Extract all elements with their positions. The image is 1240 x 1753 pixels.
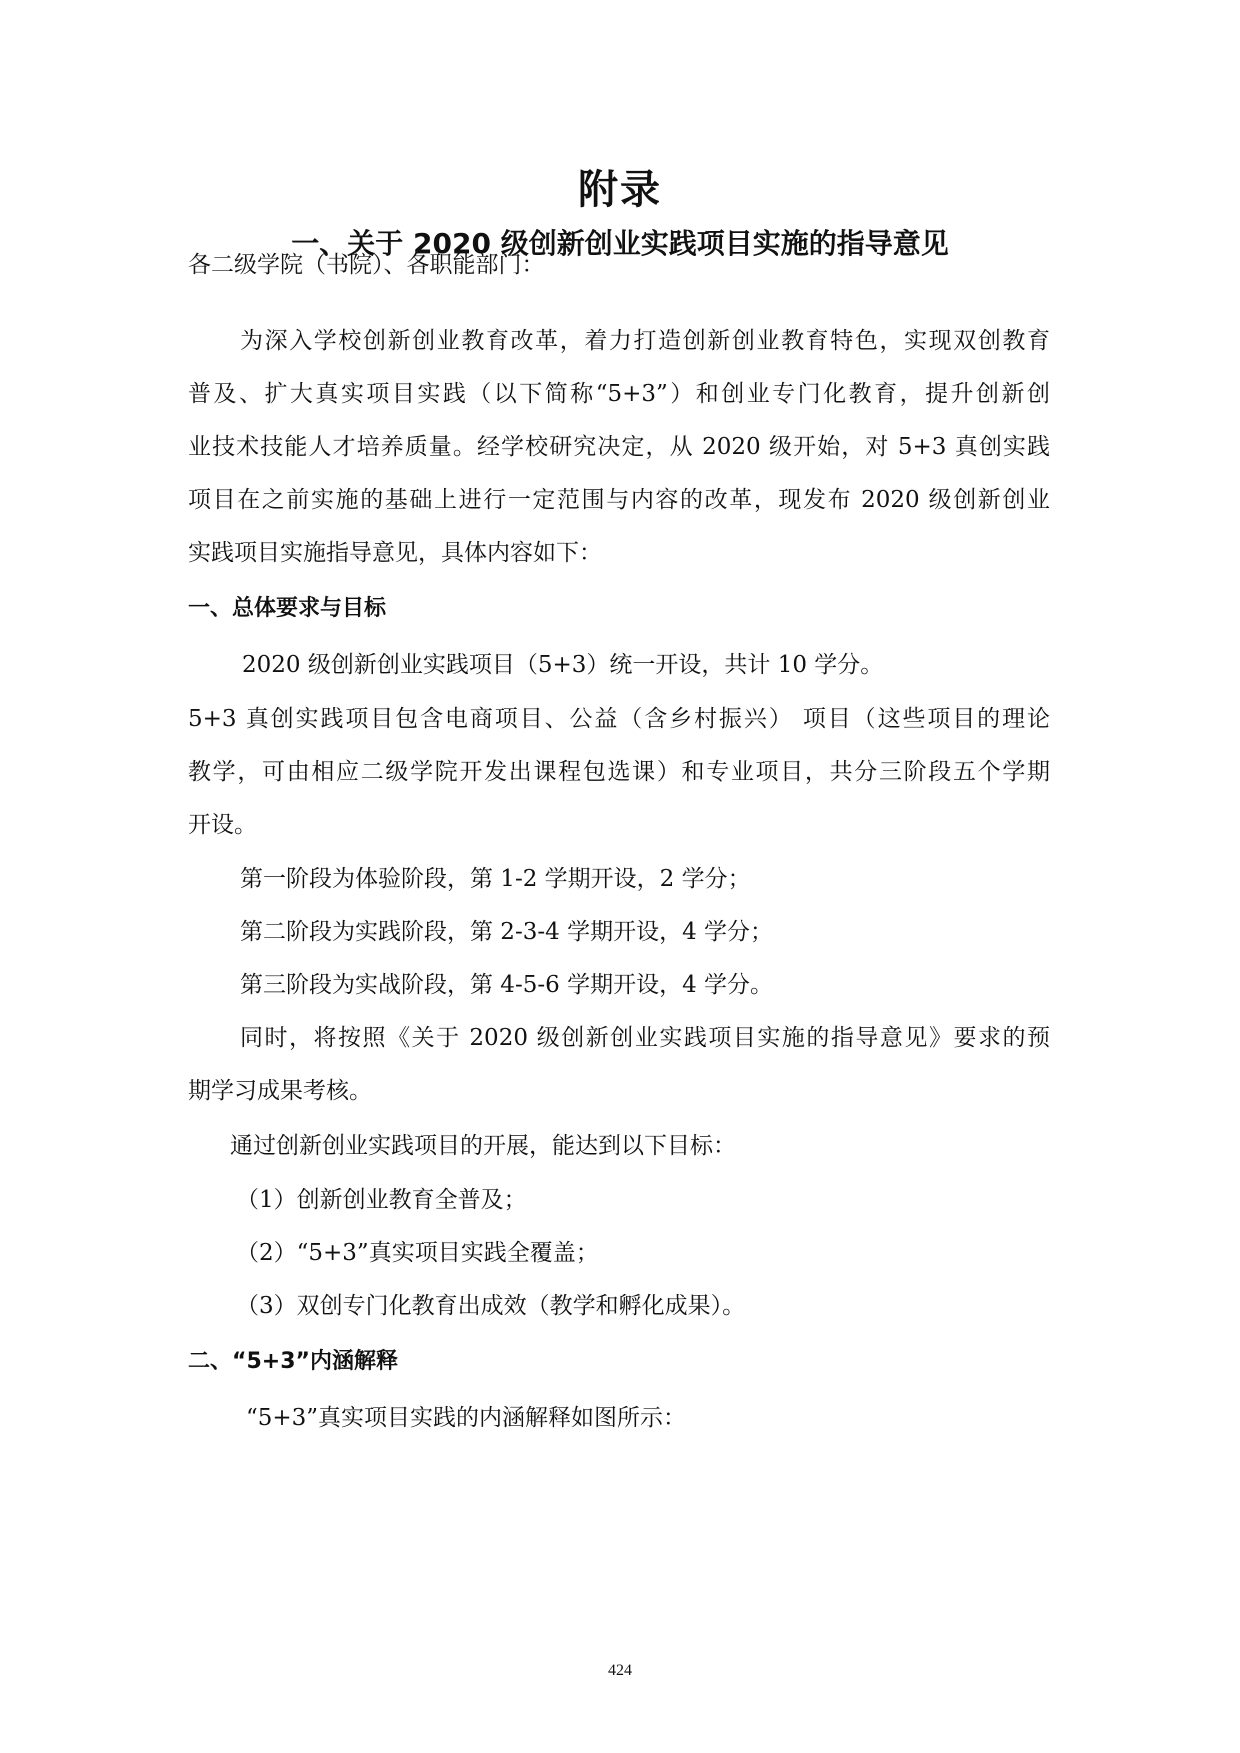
document-subtitle: 一、关于 2020 级创新创业实践项目实施的指导意见 xyxy=(291,227,949,260)
stage-item: 第三阶段为实战阶段，第 4-5-6 学期开设，4 学分。 xyxy=(240,972,774,998)
paragraph-line: 教学，可由相应二级学院开发出课程包选课）和专业项目，共分三阶段五个学期 xyxy=(188,759,1050,785)
intro-line: 为深入学校创新创业教育改革，着力打造创新创业教育特色，实现双创教育 xyxy=(240,328,1050,354)
intro-line: 普及、扩大真实项目实践（以下简称“5+3”）和创业专门化教育，提升创新创 xyxy=(188,381,1050,407)
section-heading: 一、总体要求与目标 xyxy=(188,596,387,621)
paragraph-line: 同时，将按照《关于 2020 级创新创业实践项目实施的指导意见》要求的预 xyxy=(240,1025,1050,1051)
salutation: 各二级学院（书院）、各职能部门： xyxy=(188,252,545,278)
stage-item: 第二阶段为实践阶段，第 2-3-4 学期开设，4 学分； xyxy=(240,919,774,945)
goal-item: （1）创新创业教育全普及； xyxy=(236,1187,527,1213)
page-number: 424 xyxy=(608,1662,632,1679)
stage-item: 第一阶段为体验阶段，第 1-2 学期开设，2 学分； xyxy=(240,866,751,892)
paragraph-line: 开设。 xyxy=(188,812,257,838)
paragraph: 通过创新创业实践项目的开展，能达到以下目标： xyxy=(230,1133,736,1159)
goal-item: （2）“5+3”真实项目实践全覆盖； xyxy=(236,1240,599,1266)
section-heading: 二、“5+3”内涵解释 xyxy=(188,1349,398,1374)
paragraph: 2020 级创新创业实践项目（5+3）统一开设，共计 10 学分。 xyxy=(242,652,884,678)
paragraph: “5+3”真实项目实践的内涵解释如图所示： xyxy=(246,1405,687,1431)
goal-item: （3）双创专门化教育出成效（教学和孵化成果）。 xyxy=(236,1293,746,1319)
page-title: 附录 xyxy=(578,167,662,213)
paragraph-line: 期学习成果考核。 xyxy=(188,1078,372,1104)
intro-line: 项目在之前实施的基础上进行一定范围与内容的改革，现发布 2020 级创新创业 xyxy=(188,487,1050,513)
intro-line: 业技术技能人才培养质量。经学校研究决定，从 2020 级开始，对 5+3 真创实践 xyxy=(188,434,1050,460)
paragraph-line: 5+3 真创实践项目包含电商项目、公益（含乡村振兴） 项目（这些项目的理论 xyxy=(188,706,1050,732)
intro-line: 实践项目实施指导意见，具体内容如下： xyxy=(188,540,602,566)
